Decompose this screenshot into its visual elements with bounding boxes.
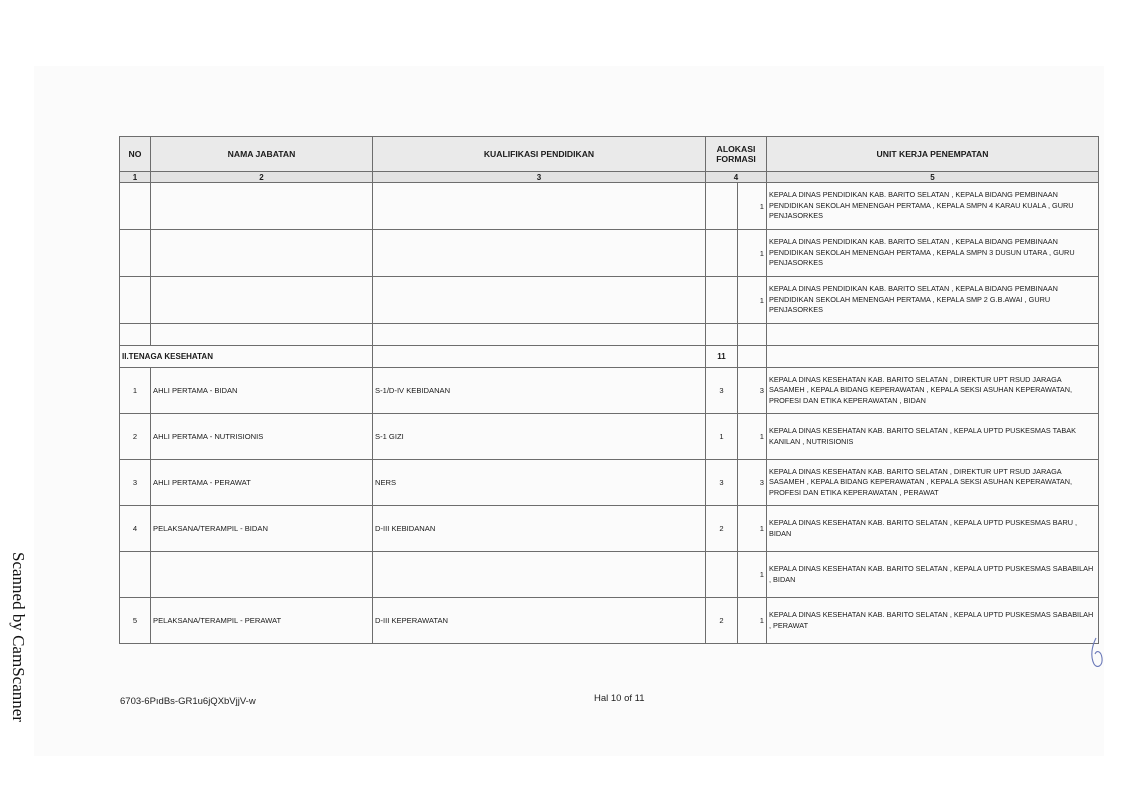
table-row — [120, 552, 1099, 598]
table-row — [120, 506, 1099, 552]
cell-nama-jabatan: PELAKSANA/TERAMPIL - BIDAN — [151, 506, 373, 552]
cell-alokasi-total: 3 — [706, 460, 738, 506]
cell-no — [120, 552, 151, 598]
cell-nama-jabatan: AHLI PERTAMA - NUTRISIONIS — [151, 414, 373, 460]
cell-no: 2 — [120, 414, 151, 460]
cell-unit-kerja: KEPALA DINAS KESEHATAN KAB. BARITO SELATAN , KEPALA UPTD PUSKESMAS SABABILAH , BIDAN — [767, 552, 1099, 598]
cell-nama-jabatan: PELAKSANA/TERAMPIL - PERAWAT — [151, 598, 373, 644]
cell-kualifikasi — [373, 277, 706, 324]
cell-kualifikasi: S-1 GIZI — [373, 414, 706, 460]
col-number: 3 — [373, 172, 706, 183]
cell-alokasi-unit: 1 — [738, 506, 767, 552]
table-row — [120, 277, 1099, 324]
cell-alokasi-unit: 1 — [738, 183, 767, 230]
section-row — [120, 346, 1099, 368]
cell-alokasi-total — [706, 183, 738, 230]
cell-alokasi-unit: 3 — [738, 460, 767, 506]
cell-kualifikasi — [373, 183, 706, 230]
cell-nama-jabatan — [151, 183, 373, 230]
table-row — [120, 230, 1099, 277]
cell-alokasi-unit: 1 — [738, 598, 767, 644]
section-total: 11 — [706, 346, 738, 368]
table-row — [120, 460, 1099, 506]
col-number: 4 — [706, 172, 767, 183]
cell-alokasi-unit: 1 — [738, 230, 767, 277]
col-number: 5 — [767, 172, 1099, 183]
header-nama-jabatan: NAMA JABATAN — [151, 137, 373, 172]
header-unit-kerja: UNIT KERJA PENEMPATAN — [767, 137, 1099, 172]
cell-nama-jabatan — [151, 552, 373, 598]
cell-no: 1 — [120, 368, 151, 414]
cell-nama-jabatan — [151, 277, 373, 324]
cell-unit-kerja: KEPALA DINAS PENDIDIKAN KAB. BARITO SELATAN , KEPALA BIDANG PEMBINAAN PENDIDIKAN SEKOLAH MENENGAH PERTAMA , KEPALA SMPN 4 KARAU KUALA , GURU PENJASORKES — [767, 183, 1099, 230]
table-row — [120, 368, 1099, 414]
col-number: 2 — [151, 172, 373, 183]
cell-alokasi-total: 1 — [706, 414, 738, 460]
table-row — [120, 414, 1099, 460]
table-row — [120, 598, 1099, 644]
cell-alokasi-total: 2 — [706, 598, 738, 644]
camscanner-watermark — [0, 552, 32, 752]
cell-unit-kerja: KEPALA DINAS PENDIDIKAN KAB. BARITO SELATAN , KEPALA BIDANG PEMBINAAN PENDIDIKAN SEKOLAH MENENGAH PERTAMA , KEPALA SMP 2 G.B.AWAI , GURU PENJASORKES — [767, 277, 1099, 324]
watermark-text: Scanned by CamScanner — [9, 552, 28, 722]
cell-alokasi-total — [706, 277, 738, 324]
cell-nama-jabatan: AHLI PERTAMA - BIDAN — [151, 368, 373, 414]
cell-no — [120, 230, 151, 277]
cell-alokasi-unit: 1 — [738, 277, 767, 324]
cell-alokasi-unit: 1 — [738, 414, 767, 460]
cell-kualifikasi — [373, 552, 706, 598]
cell-nama-jabatan — [151, 230, 373, 277]
cell-kualifikasi: NERS — [373, 460, 706, 506]
cell-no: 3 — [120, 460, 151, 506]
cell-alokasi-unit: 3 — [738, 368, 767, 414]
cell-no: 4 — [120, 506, 151, 552]
cell-kualifikasi: D-III KEBIDANAN — [373, 506, 706, 552]
page-number: Hal 10 of 11 — [594, 693, 645, 704]
spacer-row — [120, 324, 1099, 346]
cell-no — [120, 183, 151, 230]
cell-kualifikasi: S-1/D-IV KEBIDANAN — [373, 368, 706, 414]
cell-alokasi-total — [706, 230, 738, 277]
cell-alokasi-total — [706, 552, 738, 598]
cell-no: 5 — [120, 598, 151, 644]
header-alokasi: ALOKASI FORMASI — [706, 137, 767, 172]
cell-kualifikasi — [373, 230, 706, 277]
pen-mark — [1088, 636, 1108, 670]
formasi-table — [119, 136, 1099, 644]
document-code: 6703-6PıdBs-GR1u6jQXbVjjV-w — [120, 696, 256, 707]
cell-alokasi-total: 3 — [706, 368, 738, 414]
cell-alokasi-unit: 1 — [738, 552, 767, 598]
cell-kualifikasi: D-III KEPERAWATAN — [373, 598, 706, 644]
column-number-row — [120, 172, 1099, 183]
cell-unit-kerja: KEPALA DINAS KESEHATAN KAB. BARITO SELATAN , KEPALA UPTD PUSKESMAS BARU , BIDAN — [767, 506, 1099, 552]
section-title: II.TENAGA KESEHATAN — [120, 346, 373, 368]
cell-alokasi-total: 2 — [706, 506, 738, 552]
table-header-row — [120, 137, 1099, 172]
cell-unit-kerja: KEPALA DINAS PENDIDIKAN KAB. BARITO SELATAN , KEPALA BIDANG PEMBINAAN PENDIDIKAN SEKOLAH MENENGAH PERTAMA , KEPALA SMPN 3 DUSUN UTARA , GURU PENJASORKES — [767, 230, 1099, 277]
table-row — [120, 183, 1099, 230]
cell-nama-jabatan: AHLI PERTAMA - PERAWAT — [151, 460, 373, 506]
cell-no — [120, 277, 151, 324]
col-number: 1 — [120, 172, 151, 183]
cell-unit-kerja: KEPALA DINAS KESEHATAN KAB. BARITO SELATAN , KEPALA UPTD PUSKESMAS SABABILAH , PERAWAT — [767, 598, 1099, 644]
cell-unit-kerja: KEPALA DINAS KESEHATAN KAB. BARITO SELATAN , KEPALA UPTD PUSKESMAS TABAK KANILAN , NUTRISIONIS — [767, 414, 1099, 460]
header-no: NO — [120, 137, 151, 172]
cell-unit-kerja: KEPALA DINAS KESEHATAN KAB. BARITO SELATAN , DIREKTUR UPT RSUD JARAGA SASAMEH , KEPALA BIDANG KEPERAWATAN , KEPALA SEKSI ASUHAN KEPERAWATAN, PROFESI DAN ETIKA KEPERAWATAN , PERAWAT — [767, 460, 1099, 506]
header-kualifikasi: KUALIFIKASI PENDIDIKAN — [373, 137, 706, 172]
cell-unit-kerja: KEPALA DINAS KESEHATAN KAB. BARITO SELATAN , DIREKTUR UPT RSUD JARAGA SASAMEH , KEPALA BIDANG KEPERAWATAN , KEPALA SEKSI ASUHAN KEPERAWATAN, PROFESI DAN ETIKA KEPERAWATAN , BIDAN — [767, 368, 1099, 414]
